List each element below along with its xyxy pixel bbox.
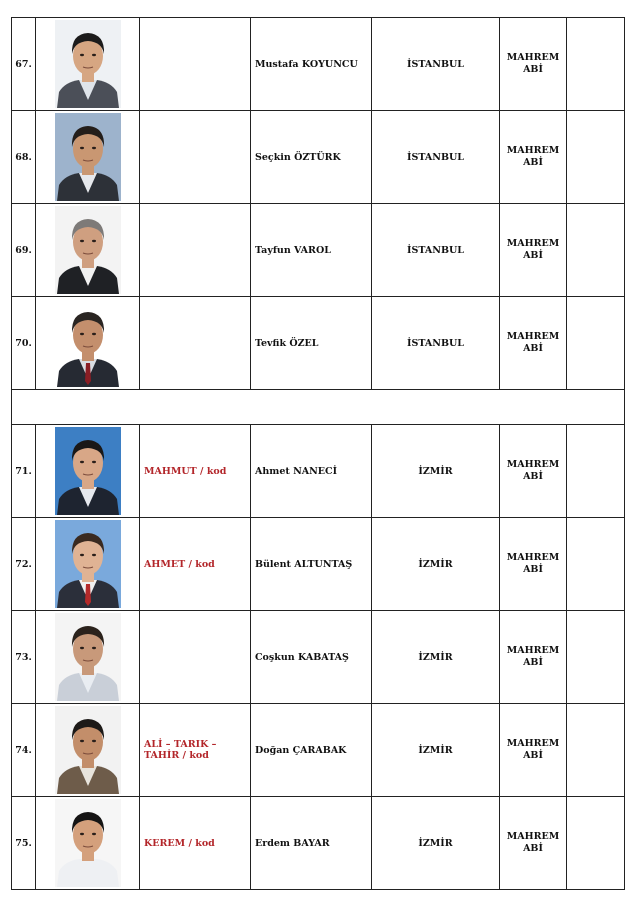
city-cell	[372, 425, 500, 518]
row-number: 69.	[15, 244, 32, 256]
full-name: Ahmet NANECİ	[255, 465, 338, 477]
table-row	[12, 611, 625, 704]
empty-cell	[567, 111, 625, 204]
rank-line-1: MAHREM	[506, 459, 560, 470]
full-name-cell	[251, 518, 372, 611]
city-cell	[372, 297, 500, 390]
portrait-photo	[55, 706, 121, 794]
portrait-photo	[55, 113, 121, 201]
rank-line-2: ABİ	[523, 64, 543, 75]
rank-cell	[500, 611, 567, 704]
photo-cell	[36, 111, 140, 204]
row-number-cell	[12, 18, 36, 111]
full-name: Seçkin ÖZTÜRK	[255, 151, 341, 163]
rank-line-1: MAHREM	[506, 552, 560, 563]
code-name: ALİ – TARIK – TAHİR / kod	[144, 739, 217, 761]
portrait-photo	[55, 299, 121, 387]
rank-cell	[500, 111, 567, 204]
full-name: Doğan ÇARABAK	[255, 744, 347, 756]
row-number-cell	[12, 518, 36, 611]
empty-cell	[567, 425, 625, 518]
photo-cell	[36, 204, 140, 297]
rank-line-1: MAHREM	[506, 145, 560, 156]
portrait-photo	[55, 206, 121, 294]
city-cell	[372, 797, 500, 890]
row-number-cell	[12, 611, 36, 704]
rank-cell	[500, 18, 567, 111]
rank-cell	[500, 704, 567, 797]
city: İSTANBUL	[407, 337, 464, 349]
empty-cell	[567, 297, 625, 390]
photo-cell	[36, 297, 140, 390]
city: İSTANBUL	[407, 151, 464, 163]
table-row	[12, 297, 625, 390]
city: İSTANBUL	[407, 244, 464, 256]
city-cell	[372, 611, 500, 704]
empty-cell	[567, 797, 625, 890]
rank-line-1: MAHREM	[506, 645, 560, 656]
row-number: 67.	[15, 58, 32, 70]
code-name-cell	[140, 797, 251, 890]
row-number: 71.	[15, 465, 32, 477]
city: İZMİR	[418, 744, 453, 756]
row-number: 68.	[15, 151, 32, 163]
table-row	[12, 797, 625, 890]
code-name-cell	[140, 18, 251, 111]
full-name: Tayfun VAROL	[255, 244, 331, 256]
table-row	[12, 204, 625, 297]
code-name: MAHMUT / kod	[144, 465, 227, 477]
full-name: Coşkun KABATAŞ	[255, 651, 349, 663]
city-cell	[372, 518, 500, 611]
photo-cell	[36, 518, 140, 611]
row-number-cell	[12, 111, 36, 204]
rank-cell	[500, 797, 567, 890]
city: İSTANBUL	[407, 58, 464, 70]
full-name-cell	[251, 797, 372, 890]
row-number-cell	[12, 425, 36, 518]
row-number-cell	[12, 704, 36, 797]
row-number-cell	[12, 204, 36, 297]
full-name: Bülent ALTUNTAŞ	[255, 558, 353, 570]
code-name-cell	[140, 611, 251, 704]
rank-line-1: MAHREM	[506, 238, 560, 249]
portrait-photo	[55, 20, 121, 108]
full-name-cell	[251, 18, 372, 111]
portrait-photo	[55, 613, 121, 701]
code-name-cell	[140, 704, 251, 797]
rank-line-2: ABİ	[523, 343, 543, 354]
code-name: KEREM / kod	[144, 837, 215, 849]
code-name-cell	[140, 204, 251, 297]
full-name: Tevfik ÖZEL	[255, 337, 319, 349]
rank-line-2: ABİ	[523, 843, 543, 854]
row-number: 70.	[15, 337, 32, 349]
row-number: 72.	[15, 558, 32, 570]
rank-line-2: ABİ	[523, 657, 543, 668]
rank-cell	[500, 297, 567, 390]
table-row	[12, 111, 625, 204]
full-name-cell	[251, 111, 372, 204]
empty-cell	[567, 204, 625, 297]
table-row	[12, 518, 625, 611]
row-number-cell	[12, 297, 36, 390]
photo-cell	[36, 611, 140, 704]
empty-cell	[567, 18, 625, 111]
code-name-cell	[140, 111, 251, 204]
city-cell	[372, 204, 500, 297]
rank-line-1: MAHREM	[506, 738, 560, 749]
city-cell	[372, 704, 500, 797]
full-name: Mustafa KOYUNCU	[255, 58, 358, 70]
rank-line-1: MAHREM	[506, 52, 560, 63]
rank-line-1: MAHREM	[506, 831, 560, 842]
city: İZMİR	[418, 837, 453, 849]
portrait-photo	[55, 520, 121, 608]
city-cell	[372, 111, 500, 204]
code-name-cell	[140, 297, 251, 390]
empty-cell	[567, 518, 625, 611]
photo-cell	[36, 797, 140, 890]
code-name-cell	[140, 518, 251, 611]
full-name: Erdem BAYAR	[255, 837, 330, 849]
code-name-cell	[140, 425, 251, 518]
rank-cell	[500, 518, 567, 611]
rank-cell	[500, 204, 567, 297]
portrait-photo	[55, 799, 121, 887]
city-cell	[372, 18, 500, 111]
table-row	[12, 704, 625, 797]
rank-line-2: ABİ	[523, 564, 543, 575]
rank-line-2: ABİ	[523, 471, 543, 482]
full-name-cell	[251, 425, 372, 518]
separator-row	[12, 390, 625, 425]
separator-cell	[12, 390, 625, 425]
row-number: 75.	[15, 837, 32, 849]
full-name-cell	[251, 297, 372, 390]
rank-cell	[500, 425, 567, 518]
full-name-cell	[251, 611, 372, 704]
table-row	[12, 425, 625, 518]
full-name-cell	[251, 704, 372, 797]
empty-cell	[567, 611, 625, 704]
rank-line-2: ABİ	[523, 250, 543, 261]
city: İZMİR	[418, 465, 453, 477]
personnel-table-body	[12, 18, 625, 890]
table-row	[12, 18, 625, 111]
row-number: 73.	[15, 651, 32, 663]
empty-cell	[567, 704, 625, 797]
portrait-photo	[55, 427, 121, 515]
personnel-table	[11, 17, 625, 890]
rank-line-2: ABİ	[523, 750, 543, 761]
row-number: 74.	[15, 744, 32, 756]
city: İZMİR	[418, 558, 453, 570]
photo-cell	[36, 425, 140, 518]
row-number-cell	[12, 797, 36, 890]
rank-line-2: ABİ	[523, 157, 543, 168]
photo-cell	[36, 18, 140, 111]
photo-cell	[36, 704, 140, 797]
full-name-cell	[251, 204, 372, 297]
city: İZMİR	[418, 651, 453, 663]
code-name: AHMET / kod	[144, 558, 215, 570]
rank-line-1: MAHREM	[506, 331, 560, 342]
